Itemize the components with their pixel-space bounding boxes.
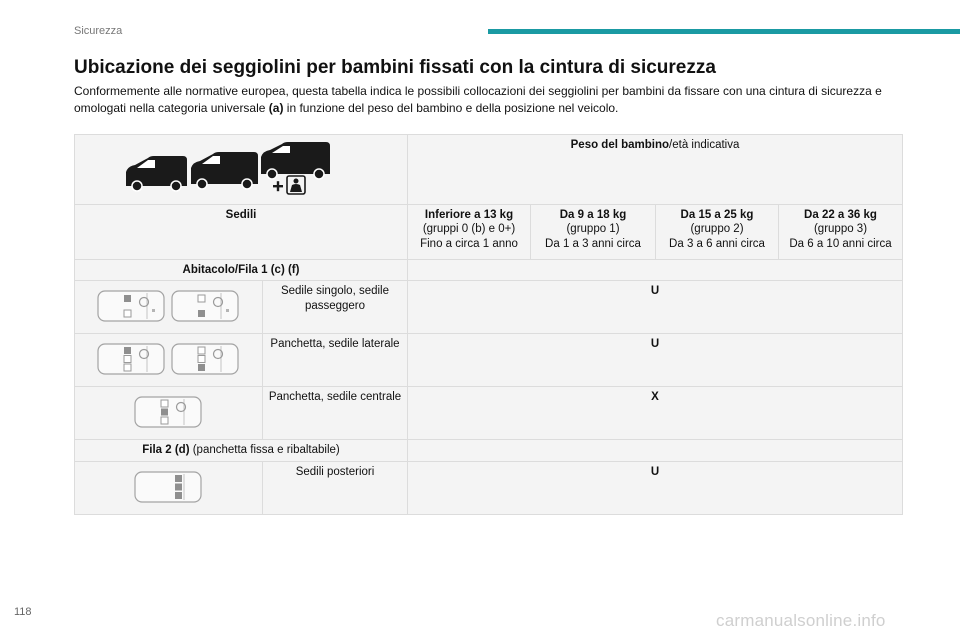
table-row [75, 281, 903, 334]
intro-text-end: in funzione del peso del bambino e della posizione nel veicolo. [283, 101, 619, 115]
col-weight: Da 9 a 18 kg [559, 208, 627, 221]
seat-suitability-value: X [408, 387, 903, 440]
section-rear-rest: (panchetta fissa e ribaltabile) [189, 444, 340, 456]
col-age: Da 3 a 6 anni circa [669, 237, 765, 250]
section-label-rear [75, 440, 408, 462]
col-group-2 [656, 204, 779, 259]
table-header-row [75, 135, 903, 205]
section-row-front [75, 259, 903, 281]
page-number: 118 [14, 606, 32, 618]
col-weight: Inferiore a 13 kg [424, 208, 514, 221]
section-row-rear [75, 440, 903, 462]
col-age: Da 1 a 3 anni circa [545, 237, 641, 250]
vehicle-versions-icon [121, 138, 361, 196]
col-group-0 [408, 204, 531, 259]
seats-label: Sedili [75, 204, 408, 259]
header-accent-bar [488, 29, 960, 34]
table-row [75, 387, 903, 440]
page-title: Ubicazione dei seggiolini per bambini fissati con la cintura di sicurezza [74, 57, 716, 78]
seat-position-label: Panchetta, sedile laterale [263, 334, 408, 387]
car-bench-right-icon [171, 342, 241, 376]
col-group-1 [531, 204, 656, 259]
car-seat-single-icon [97, 289, 167, 323]
seat-position-label: Sedile singolo, sedile passeggero [263, 281, 408, 334]
car-seat-passenger-icon [171, 289, 241, 323]
seat-diagram-cell [75, 334, 263, 387]
col-weight: Da 22 a 36 kg [804, 208, 877, 221]
col-age: Da 6 a 10 anni circa [789, 237, 892, 250]
col-group: (gruppo 2) [690, 223, 744, 235]
vehicle-versions-cell [75, 135, 408, 205]
weight-header-bold: Peso del bambino [570, 139, 670, 151]
seat-suitability-value: U [408, 334, 903, 387]
seat-diagram-cell [75, 281, 263, 334]
section-title: Sicurezza [74, 25, 123, 37]
intro-text-start: Conformemente alle normative europea, questa tabella indica le possibili collocazioni dei seggiolini per bambini da fissare con una cintura di sicurezza e omologati nella categoria universale [74, 84, 882, 115]
child-seat-table [74, 134, 903, 515]
seat-suitability-value: U [408, 461, 903, 514]
col-group: (gruppo 3) [813, 223, 868, 235]
table-columns-row [75, 204, 903, 259]
section-empty [408, 259, 903, 281]
car-rear-seats-icon [134, 470, 204, 504]
weight-age-header [408, 135, 903, 205]
intro-paragraph [74, 83, 904, 117]
col-age: Fino a circa 1 anno [420, 237, 518, 250]
seat-position-label: Sedili posteriori [263, 461, 408, 514]
col-group: (gruppo 1) [566, 223, 620, 235]
intro-note-ref: (a) [268, 101, 284, 115]
col-weight: Da 15 a 25 kg [680, 208, 754, 221]
section-rear-bold: Fila 2 (d) [142, 444, 190, 456]
age-header-rest: /età indicativa [669, 139, 740, 151]
seat-position-label: Panchetta, sedile centrale [263, 387, 408, 440]
seat-diagram-cell [75, 461, 263, 514]
table-row [75, 334, 903, 387]
watermark: carmanualsonline.info [716, 611, 886, 630]
seat-suitability-value: U [408, 281, 903, 334]
col-group-3 [779, 204, 903, 259]
seat-diagram-cell [75, 387, 263, 440]
col-group: (gruppi 0 (b) e 0+) [422, 223, 516, 235]
section-empty [408, 440, 903, 462]
car-bench-center-icon [134, 395, 204, 429]
car-bench-left-icon [97, 342, 167, 376]
table-row [75, 461, 903, 514]
section-label-front: Abitacolo/Fila 1 (c) (f) [75, 259, 408, 281]
